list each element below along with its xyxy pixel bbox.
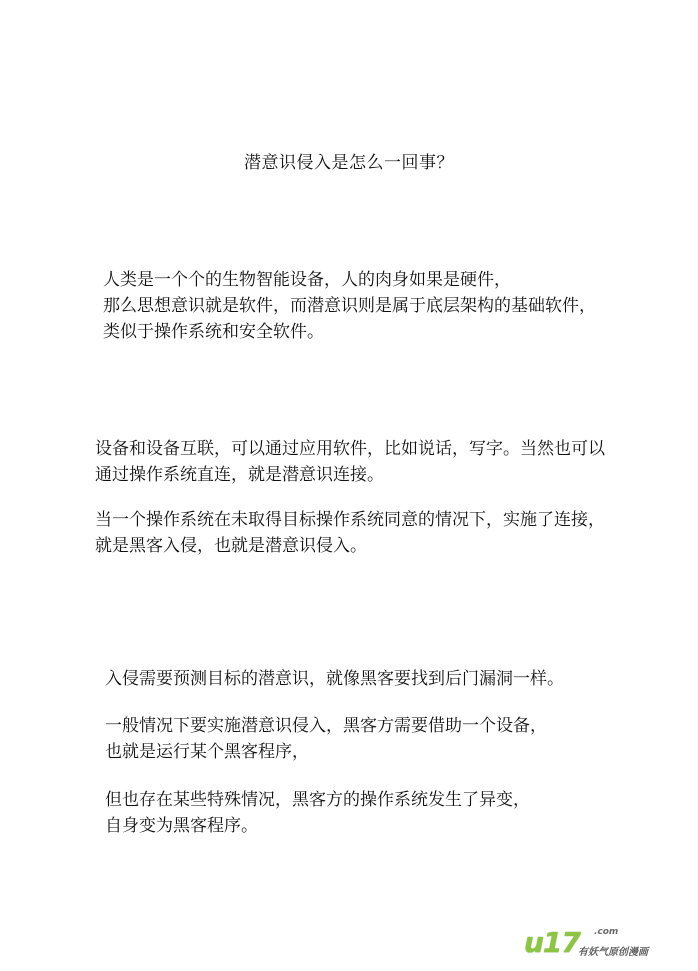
paragraph-5: [105, 713, 547, 765]
text-line: 也就是运行某个黑客程序，: [105, 742, 309, 762]
text-line: 自身变为黑客程序。: [105, 816, 258, 836]
paragraph-4: [105, 666, 564, 692]
paragraph-1: [103, 267, 596, 345]
text-line: 就是黑客入侵，也就是潜意识侵入。: [95, 536, 367, 556]
text-line: 通过操作系统直连，就是潜意识连接。: [95, 465, 384, 485]
logo-mark: u17: [524, 926, 580, 959]
text-line: 入侵需要预测目标的潜意识，就像黑客要找到后门漏洞一样。: [105, 669, 564, 689]
text-line: 类似于操作系统和安全软件。: [103, 322, 324, 342]
text-line: 设备和设备互联，可以通过应用软件，比如说话，写字。当然也可以: [95, 439, 605, 459]
logo-domain: .com: [594, 927, 619, 937]
text-line: 那么思想意识就是软件，而潜意识则是属于底层架构的基础软件，: [103, 296, 596, 316]
text-line: 人类是一个个的生物智能设备，人的肉身如果是硬件，: [103, 270, 511, 290]
u17-watermark-logo: [524, 927, 676, 961]
paragraph-6: [105, 787, 530, 839]
page-title: 潜意识侵入是怎么一回事？: [244, 153, 454, 173]
logo-slogan: 有妖气原创漫画: [578, 947, 648, 958]
text-line: 一般情况下要实施潜意识侵入，黑客方需要借助一个设备，: [105, 716, 547, 736]
paragraph-3: [95, 507, 605, 559]
text-line: 当一个操作系统在未取得目标操作系统同意的情况下，实施了连接，: [95, 510, 605, 530]
paragraph-2: [95, 436, 605, 488]
text-line: 但也存在某些特殊情况，黑客方的操作系统发生了异变，: [105, 790, 530, 810]
